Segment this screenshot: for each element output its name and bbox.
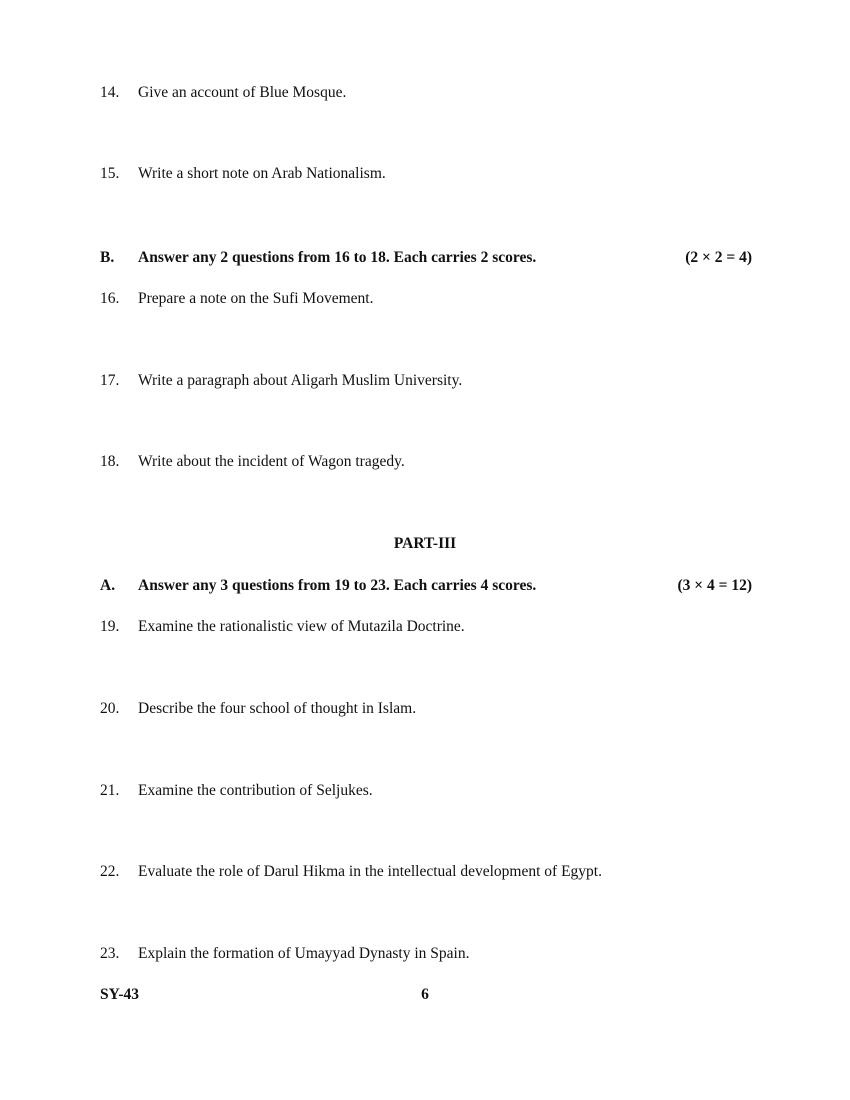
question-item [100, 697, 752, 721]
question-number: 18. [100, 453, 120, 470]
question-text: Evaluate the role of Darul Hikma in the intellectual development of Egypt. [138, 863, 602, 880]
question-number: 19. [100, 618, 120, 635]
question-text: Describe the four school of thought in Islam. [138, 700, 417, 717]
question-item [100, 615, 752, 639]
question-text: Examine the rationalistic view of Mutazila Doctrine. [138, 618, 465, 635]
question-text: Write a short note on Arab Nationalism. [138, 165, 386, 182]
question-number: 15. [100, 165, 120, 182]
question-number: 20. [100, 700, 120, 717]
question-item [100, 860, 752, 884]
question-item [100, 287, 752, 311]
question-number: 14. [100, 84, 120, 101]
question-text: Write about the incident of Wagon tragedy. [138, 453, 405, 470]
question-text: Give an account of Blue Mosque. [138, 84, 347, 101]
question-item [100, 450, 752, 474]
section-label: A. [100, 577, 116, 594]
page-number: 6 [421, 986, 429, 1003]
question-text: Examine the contribution of Seljukes. [138, 782, 373, 799]
section-instruction: Answer any 3 questions from 19 to 23. Each carries 4 scores. [138, 577, 537, 594]
question-number: 16. [100, 290, 120, 307]
question-item [100, 81, 752, 105]
section-instruction: Answer any 2 questions from 16 to 18. Each carries 2 scores. [138, 249, 537, 266]
section-a-heading [100, 574, 752, 598]
question-number: 17. [100, 372, 120, 389]
section-marks: (3 × 4 = 12) [677, 577, 752, 594]
section-label: B. [100, 249, 115, 266]
paper-code: SY-43 [100, 986, 140, 1003]
section-marks: (2 × 2 = 4) [685, 249, 752, 266]
question-item [100, 779, 752, 803]
question-item [100, 369, 752, 393]
question-item [100, 162, 752, 186]
question-text: Write a paragraph about Aligarh Muslim University. [138, 372, 463, 389]
question-text: Explain the formation of Umayyad Dynasty in Spain. [138, 945, 470, 962]
section-b-heading [100, 246, 752, 270]
part-title: PART-III [393, 535, 457, 552]
question-number: 22. [100, 863, 120, 880]
question-item [100, 942, 752, 966]
question-text: Prepare a note on the Sufi Movement. [138, 290, 374, 307]
question-number: 23. [100, 945, 120, 962]
question-number: 21. [100, 782, 120, 799]
